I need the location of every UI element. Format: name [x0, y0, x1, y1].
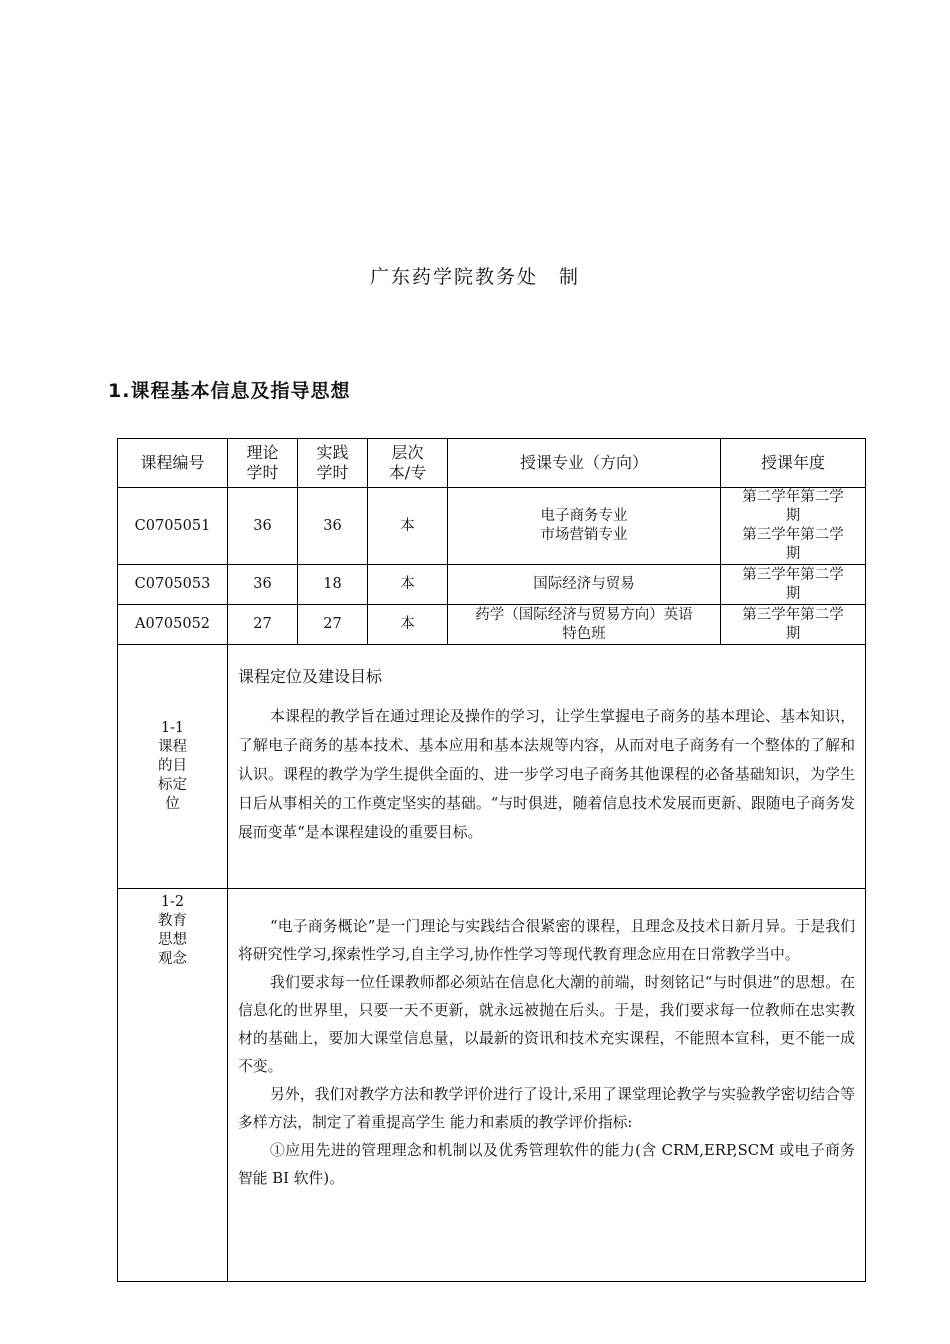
- header-practice-hours: [298, 439, 368, 488]
- major-line: 电子商务专业: [540, 508, 628, 524]
- header-practice-line2: 学时: [316, 463, 349, 482]
- major-line: 药学（国际经济与贸易方向）英语: [475, 606, 693, 623]
- major-cell: 国际经济与贸易: [448, 565, 721, 605]
- major-line: 特色班: [562, 625, 606, 642]
- header-level: [368, 439, 448, 488]
- practice-hours-cell: 18: [298, 565, 368, 605]
- theory-hours-cell: 27: [228, 605, 298, 645]
- theory-hours-cell: 36: [228, 488, 298, 565]
- philosophy-paragraph: “电子商务概论”是一门理论与实践结合很紧密的课程，且理念及技术日新月异。于是我们将研究性学习,探索性学习,自主学习,协作性学习等现代教育理念应用在日常教学当中。: [238, 918, 855, 963]
- year-line: 期: [785, 585, 801, 602]
- philosophy-label: [118, 889, 228, 1282]
- positioning-title: 课程定位及建设目标: [238, 667, 383, 686]
- practice-hours-cell: 27: [298, 605, 368, 645]
- header-level-line1: 层次: [391, 443, 424, 462]
- year-line: 第三学年第二学: [742, 606, 844, 623]
- header-theory-line2: 学时: [246, 463, 279, 482]
- issuer-title: 广东药学院教务处 制: [369, 266, 580, 288]
- course-info-table: [117, 438, 866, 1282]
- year-line: 第二学年第二学: [742, 489, 844, 505]
- positioning-row: [118, 645, 866, 889]
- level-cell: 本: [368, 565, 448, 605]
- header-course-code: 课程编号: [118, 439, 228, 488]
- label-line: 的目: [158, 758, 187, 774]
- label-line: 标定: [158, 777, 187, 793]
- section-heading: 1.课程基本信息及指导思想: [108, 380, 351, 402]
- header-major: 授课专业（方向）: [448, 439, 721, 488]
- philosophy-content: [228, 889, 866, 1282]
- philosophy-paragraph: ①应用先进的管理理念和机制以及优秀管理软件的能力(含 CRM,ERP,SCM 或电子商务智能 BI 软件)。: [238, 1142, 855, 1187]
- philosophy-paragraph: 另外，我们对教学方法和教学评价进行了设计,采用了课堂理论教学与实验教学密切结合等多样方法，制定了着重提高学生 能力和素质的教学评价指标:: [238, 1086, 855, 1131]
- header-practice-line1: 实践: [316, 443, 349, 462]
- label-line: 思想: [158, 932, 187, 948]
- course-code-cell: A0705052: [118, 605, 228, 645]
- table-row: [118, 565, 866, 605]
- practice-hours-cell: 36: [298, 488, 368, 565]
- header-theory-line1: 理论: [246, 443, 279, 462]
- label-line: 1-1: [160, 720, 185, 736]
- table-row: [118, 488, 866, 565]
- label-line: 课程: [158, 739, 187, 755]
- table-header-row: [118, 439, 866, 488]
- year-cell: [721, 605, 866, 645]
- major-line: 市场营销专业: [540, 527, 628, 543]
- label-line: 观念: [158, 951, 187, 967]
- year-line: 期: [785, 625, 801, 642]
- positioning-paragraph: 本课程的教学旨在通过理论及操作的学习，让学生掌握电子商务的基本理论、基本知识，了解电子商务的基本技术、基本应用和基本法规等内容，从而对电子商务有一个整体的了解和认识。课程的教学为学生提供全面的、进一步学习电子商务其他课程的必备基础知识，为学生日后从事相关的工作奠定坚实的基础。“与时俱进，随着信息技术发展而更新、跟随电子商务发展而变革“是本课程建设的重要目标。: [238, 708, 855, 841]
- course-code-cell: C0705051: [118, 488, 228, 565]
- label-line: 位: [165, 796, 180, 812]
- year-line: 期: [785, 508, 801, 524]
- philosophy-paragraph: 我们要求每一位任课教师都必须站在信息化大潮的前端，时刻铭记“与时俱进”的思想。在信息化的世界里，只要一天不更新，就永远被抛在后头。于是，我们要求每一位教师在忠实教材的基础上，要加大课堂信息量，以最新的资讯和技术充实课程，不能照本宣科，更不能一成不变。: [238, 974, 855, 1075]
- header-level-line2: 本/专: [388, 463, 427, 482]
- year-line: 期: [785, 546, 801, 562]
- header-theory-hours: [228, 439, 298, 488]
- positioning-content: [228, 645, 866, 889]
- header-year: 授课年度: [721, 439, 866, 488]
- level-cell: 本: [368, 488, 448, 565]
- major-cell: [448, 488, 721, 565]
- table-row: [118, 605, 866, 645]
- label-line: 1-2: [160, 894, 185, 910]
- year-line: 第三学年第二学: [742, 527, 844, 543]
- year-cell: [721, 488, 866, 565]
- year-line: 第三学年第二学: [742, 566, 844, 583]
- theory-hours-cell: 36: [228, 565, 298, 605]
- course-code-cell: C0705053: [118, 565, 228, 605]
- level-cell: 本: [368, 605, 448, 645]
- year-cell: [721, 565, 866, 605]
- label-line: 教育: [158, 913, 187, 929]
- major-cell: [448, 605, 721, 645]
- positioning-label: [118, 645, 228, 889]
- philosophy-row: [118, 889, 866, 1282]
